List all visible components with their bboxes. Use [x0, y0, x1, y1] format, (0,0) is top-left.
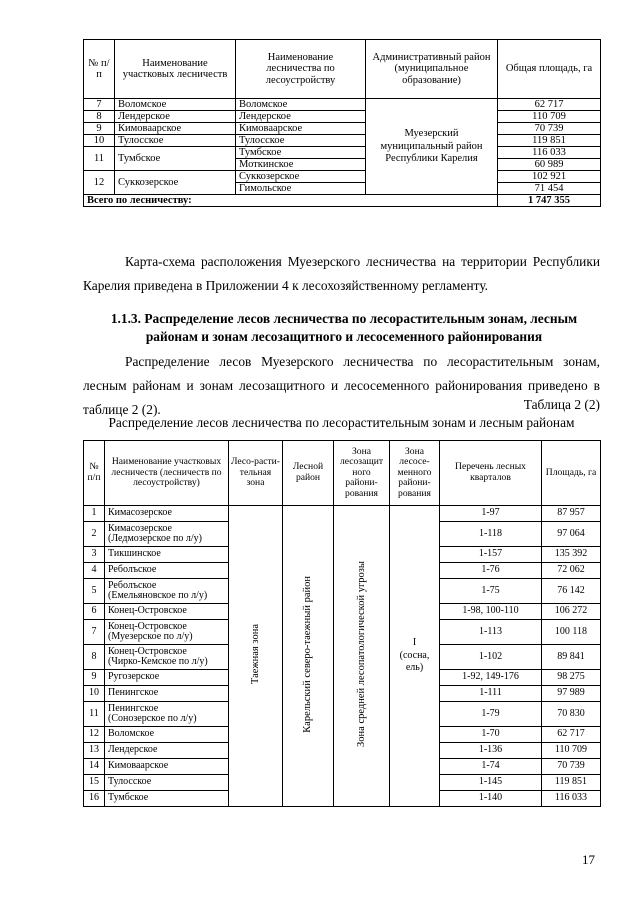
t2-num: 9 — [84, 670, 105, 686]
table-row — [84, 111, 601, 123]
table-total-row — [84, 195, 601, 207]
t1-header-les: Наименование лесничества по лесоустройству — [236, 40, 366, 99]
table-row — [84, 506, 601, 522]
t2-header-seed: Зона лесосе-менного райони-рования — [390, 441, 440, 506]
t1-area: 110 709 — [498, 111, 601, 123]
t1-num: 11 — [84, 147, 115, 171]
t2-num: 16 — [84, 791, 105, 807]
t2-header-name: Наименование участковых лесничеств (лесничеств по лесоустройству) — [105, 441, 229, 506]
t2-num: 7 — [84, 620, 105, 645]
t2-quarters: 1-111 — [440, 686, 542, 702]
t1-admin-district: Муезерский муниципальный район Республики Карелия — [366, 99, 498, 195]
t2-name-text: Тулосское — [108, 776, 152, 788]
t2-name-text: Лендерское — [108, 744, 158, 756]
t1-uch: Воломское — [115, 99, 236, 111]
t2-quarters: 1-145 — [440, 775, 542, 791]
t1-uch: Лендерское — [115, 111, 236, 123]
t1-les: Воломское — [236, 99, 366, 111]
t1-les: Моткинское — [236, 159, 366, 171]
t2-name — [105, 645, 229, 670]
t2-name-sub: (Сонозерское по л/у) — [108, 713, 197, 724]
t2-quarters: 1-136 — [440, 743, 542, 759]
paragraph-map-reference: Карта-схема расположения Муезерского лесничества на территории Республики Карелия приведена в Приложении 4 к лесохозяйственному регламенту. — [83, 254, 600, 293]
t2-num: 12 — [84, 727, 105, 743]
table-row — [84, 99, 601, 111]
t1-num: 9 — [84, 123, 115, 135]
t2-header-area: Площадь, га — [542, 441, 601, 506]
t2-name — [105, 620, 229, 645]
table2-header-row — [84, 441, 601, 506]
t1-header-area: Общая площадь, га — [498, 40, 601, 99]
t2-name-sub: (Емельяновское по л/у) — [108, 590, 208, 601]
t1-les: Суккозерское — [236, 171, 366, 183]
t2-name — [105, 563, 229, 579]
table-row — [84, 147, 601, 159]
t1-area: 62 717 — [498, 99, 601, 111]
t2-name — [105, 775, 229, 791]
t2-num: 11 — [84, 702, 105, 727]
t2-seed-zone-num: I — [412, 637, 417, 649]
t1-num: 7 — [84, 99, 115, 111]
t2-name — [105, 670, 229, 686]
t2-name — [105, 604, 229, 620]
t2-area: 98 275 — [542, 670, 601, 686]
t2-num: 15 — [84, 775, 105, 791]
t2-area: 97 989 — [542, 686, 601, 702]
t2-quarters: 1-118 — [440, 522, 542, 547]
t2-area: 87 957 — [542, 506, 601, 522]
t2-num: 14 — [84, 759, 105, 775]
t2-area: 106 272 — [542, 604, 601, 620]
t2-zone: Таежная зона — [249, 624, 261, 685]
t2-seed-zone-cell — [390, 506, 440, 807]
paragraph-distribution: Распределение лесов Муезерского лесничества по лесорастительным зонам, лесным районам и зонам лесозащитного и лесосеменного районирования приведено в таблице 2 (2). — [83, 354, 600, 417]
t2-name — [105, 759, 229, 775]
t2-name-sub: (Муезерское по л/у) — [108, 631, 193, 642]
page-number: 17 — [582, 852, 595, 867]
t2-name — [105, 686, 229, 702]
t1-area: 116 033 — [498, 147, 601, 159]
t2-area: 72 062 — [542, 563, 601, 579]
t1-area: 70 739 — [498, 123, 601, 135]
t2-name-text: Кимоваарское — [108, 760, 169, 772]
t2-name — [105, 791, 229, 807]
t1-uch: Тулосское — [115, 135, 236, 147]
t2-num: 2 — [84, 522, 105, 547]
t2-area: 100 118 — [542, 620, 601, 645]
t2-name-text: Пенингское — [108, 702, 159, 714]
t2-quarters: 1-113 — [440, 620, 542, 645]
t2-num: 3 — [84, 547, 105, 563]
t2-name — [105, 743, 229, 759]
t2-header-region: Лесной район — [283, 441, 334, 506]
t2-name-sub: (Чирко-Кемское по л/у) — [108, 656, 208, 667]
t2-header-zone: Лесо-расти-тельная зона — [229, 441, 283, 506]
t2-name-text: Реболъское — [108, 564, 157, 576]
t2-area: 76 142 — [542, 579, 601, 604]
t2-protection-zone: Зона средней лесопатологической угрозы — [355, 561, 367, 748]
t2-area: 62 717 — [542, 727, 601, 743]
t2-area: 70 830 — [542, 702, 601, 727]
t2-forest-region: Карельский северо-таежный район — [302, 575, 314, 733]
forest-zones-table — [83, 440, 601, 807]
t2-quarters: 1-76 — [440, 563, 542, 579]
t2-name-text: Ругозерское — [108, 671, 160, 683]
table-row — [84, 123, 601, 135]
t2-num: 10 — [84, 686, 105, 702]
t2-num: 6 — [84, 604, 105, 620]
t2-quarters: 1-92, 149-176 — [440, 670, 542, 686]
t2-header-quarters: Перечень лесных кварталов — [440, 441, 542, 506]
t1-area: 102 921 — [498, 171, 601, 183]
t2-name — [105, 547, 229, 563]
t2-quarters: 1-98, 100-110 — [440, 604, 542, 620]
t2-name-text: Тумбское — [108, 792, 149, 804]
section-heading: 1.1.3. Распределение лесов лесничества по лесорастительным зонам, лесным районам и зонам лесозащитного и лесосеменного районирования — [110, 311, 578, 344]
t2-name-text: Кимасозерское — [108, 507, 172, 519]
t2-area: 135 392 — [542, 547, 601, 563]
t2-name-text: Воломское — [108, 728, 155, 740]
t1-num: 10 — [84, 135, 115, 147]
t2-area: 97 064 — [542, 522, 601, 547]
t2-protection-cell — [334, 506, 390, 807]
t2-area: 110 709 — [542, 743, 601, 759]
t2-name-text: Конец-Островское — [108, 645, 187, 657]
t2-area: 119 851 — [542, 775, 601, 791]
t2-num: 8 — [84, 645, 105, 670]
t2-header-protection: Зона лесозащит ного райони-рования — [334, 441, 390, 506]
t2-num: 1 — [84, 506, 105, 522]
t2-name — [105, 727, 229, 743]
t2-num: 13 — [84, 743, 105, 759]
t1-uch: Тумбское — [115, 147, 236, 171]
t1-les: Лендерское — [236, 111, 366, 123]
t1-header-uch: Наименование участковых лесничеств — [115, 40, 236, 99]
t1-uch: Суккозерское — [115, 171, 236, 195]
t1-les: Тумбское — [236, 147, 366, 159]
t1-area: 71 454 — [498, 183, 601, 195]
t2-area: 116 033 — [542, 791, 601, 807]
t2-quarters: 1-102 — [440, 645, 542, 670]
t2-name — [105, 522, 229, 547]
t1-num: 12 — [84, 171, 115, 195]
t2-quarters: 1-97 — [440, 506, 542, 522]
t2-name-text: Конец-Островское — [108, 605, 187, 617]
t2-name-text: Тикшинское — [108, 548, 161, 560]
t2-quarters: 1-75 — [440, 579, 542, 604]
t2-num: 4 — [84, 563, 105, 579]
table2-label: Таблица 2 (2) — [523, 397, 600, 412]
t2-name — [105, 702, 229, 727]
t2-area: 70 739 — [542, 759, 601, 775]
t1-total-label: Всего по лесничеству: — [84, 195, 498, 207]
t2-zone-cell — [229, 506, 283, 807]
t2-num: 5 — [84, 579, 105, 604]
t2-name-text: Реболъское — [108, 579, 157, 591]
table2-title: Распределение лесов лесничества по лесорастительным зонам и лесным районам — [108, 415, 575, 430]
t1-total-value: 1 747 355 — [498, 195, 601, 207]
t1-uch: Кимоваарское — [115, 123, 236, 135]
t2-name — [105, 579, 229, 604]
t2-seed-zone-desc: (сосна, ель) — [399, 649, 430, 674]
t2-area: 89 841 — [542, 645, 601, 670]
t1-les: Кимоваарское — [236, 123, 366, 135]
forestry-area-table — [83, 39, 601, 207]
t1-area: 60 989 — [498, 159, 601, 171]
t2-name-sub: (Ледмозерское по л/у) — [108, 533, 202, 544]
t2-quarters: 1-140 — [440, 791, 542, 807]
table1-header-row — [84, 40, 601, 99]
t2-quarters: 1-74 — [440, 759, 542, 775]
t2-name-text: Конец-Островское — [108, 620, 187, 632]
t2-header-num: № п/п — [84, 441, 105, 506]
table-row — [84, 171, 601, 183]
t1-num: 8 — [84, 111, 115, 123]
t1-header-num: № п/п — [84, 40, 115, 99]
t1-header-admin: Административный район (муниципальное образование) — [366, 40, 498, 99]
t1-area: 119 851 — [498, 135, 601, 147]
table-row — [84, 135, 601, 147]
t2-name-text: Пенингское — [108, 687, 159, 699]
t2-name-text: Кимасозерское — [108, 522, 172, 534]
t2-name — [105, 506, 229, 522]
t2-quarters: 1-157 — [440, 547, 542, 563]
t1-les: Тулосское — [236, 135, 366, 147]
t2-quarters: 1-70 — [440, 727, 542, 743]
t2-region-cell — [283, 506, 334, 807]
t1-les: Гимольское — [236, 183, 366, 195]
t2-quarters: 1-79 — [440, 702, 542, 727]
